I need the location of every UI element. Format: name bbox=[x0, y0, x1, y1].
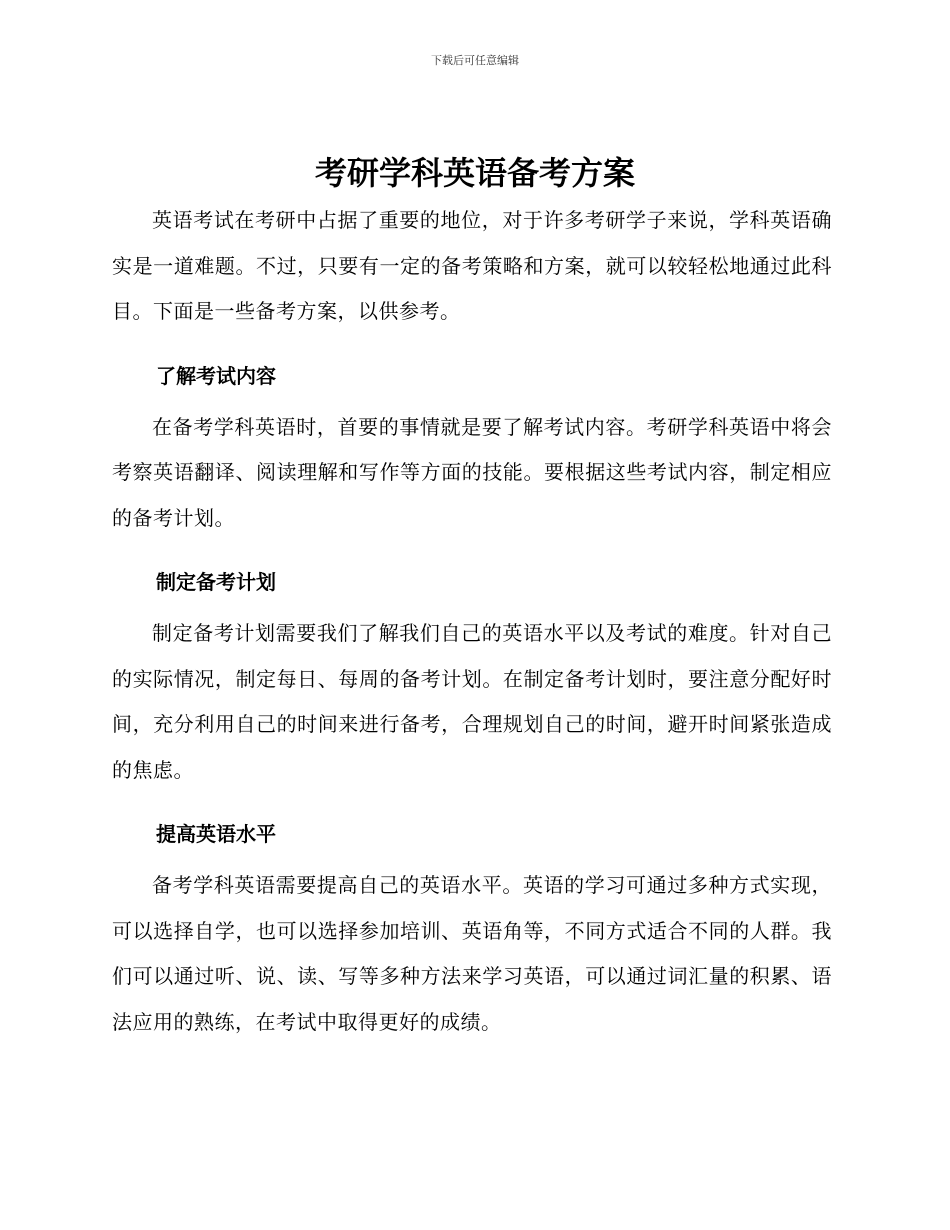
intro-paragraph: 英语考试在考研中占据了重要的地位，对于许多考研学子来说，学科英语确实是一道难题。不过，只要有一定的备考策略和方案，就可以较轻松地通过此科目。下面是一些备考方案，以供参考。 bbox=[112, 208, 832, 323]
document-body bbox=[112, 198, 832, 1045]
section-paragraph-english-level: 备考学科英语需要提高自己的英语水平。英语的学习可通过多种方式实现，可以选择自学，也可以选择参加培训、英语角等，不同方式适合不同的人群。我们可以通过听、说、读、写等多种方法来学习英语，可以通过词汇量的积累、语法应用的熟练，在考试中取得更好的成绩。 bbox=[112, 873, 832, 1034]
section-heading-english-level: 提高英语水平 bbox=[156, 822, 276, 846]
document-title: 考研学科英语备考方案 bbox=[314, 154, 635, 192]
section-paragraph-study-plan: 制定备考计划需要我们了解我们自己的英语水平以及考试的难度。针对自己的实际情况，制定每日、每周的备考计划。在制定备考计划时，要注意分配好时间，充分利用自己的时间来进行备考，合理规划自己的时间，避开时间紧张造成的焦虑。 bbox=[112, 621, 832, 782]
section-heading-exam-content: 了解考试内容 bbox=[156, 363, 276, 388]
section-heading-study-plan: 制定备考计划 bbox=[156, 570, 276, 594]
header-note: 下载后可任意编辑 bbox=[431, 54, 519, 67]
section-paragraph-exam-content: 在备考学科英语时，首要的事情就是要了解考试内容。考研学科英语中将会考察英语翻译、阅读理解和写作等方面的技能。要根据这些考试内容，制定相应的备考计划。 bbox=[112, 414, 832, 530]
